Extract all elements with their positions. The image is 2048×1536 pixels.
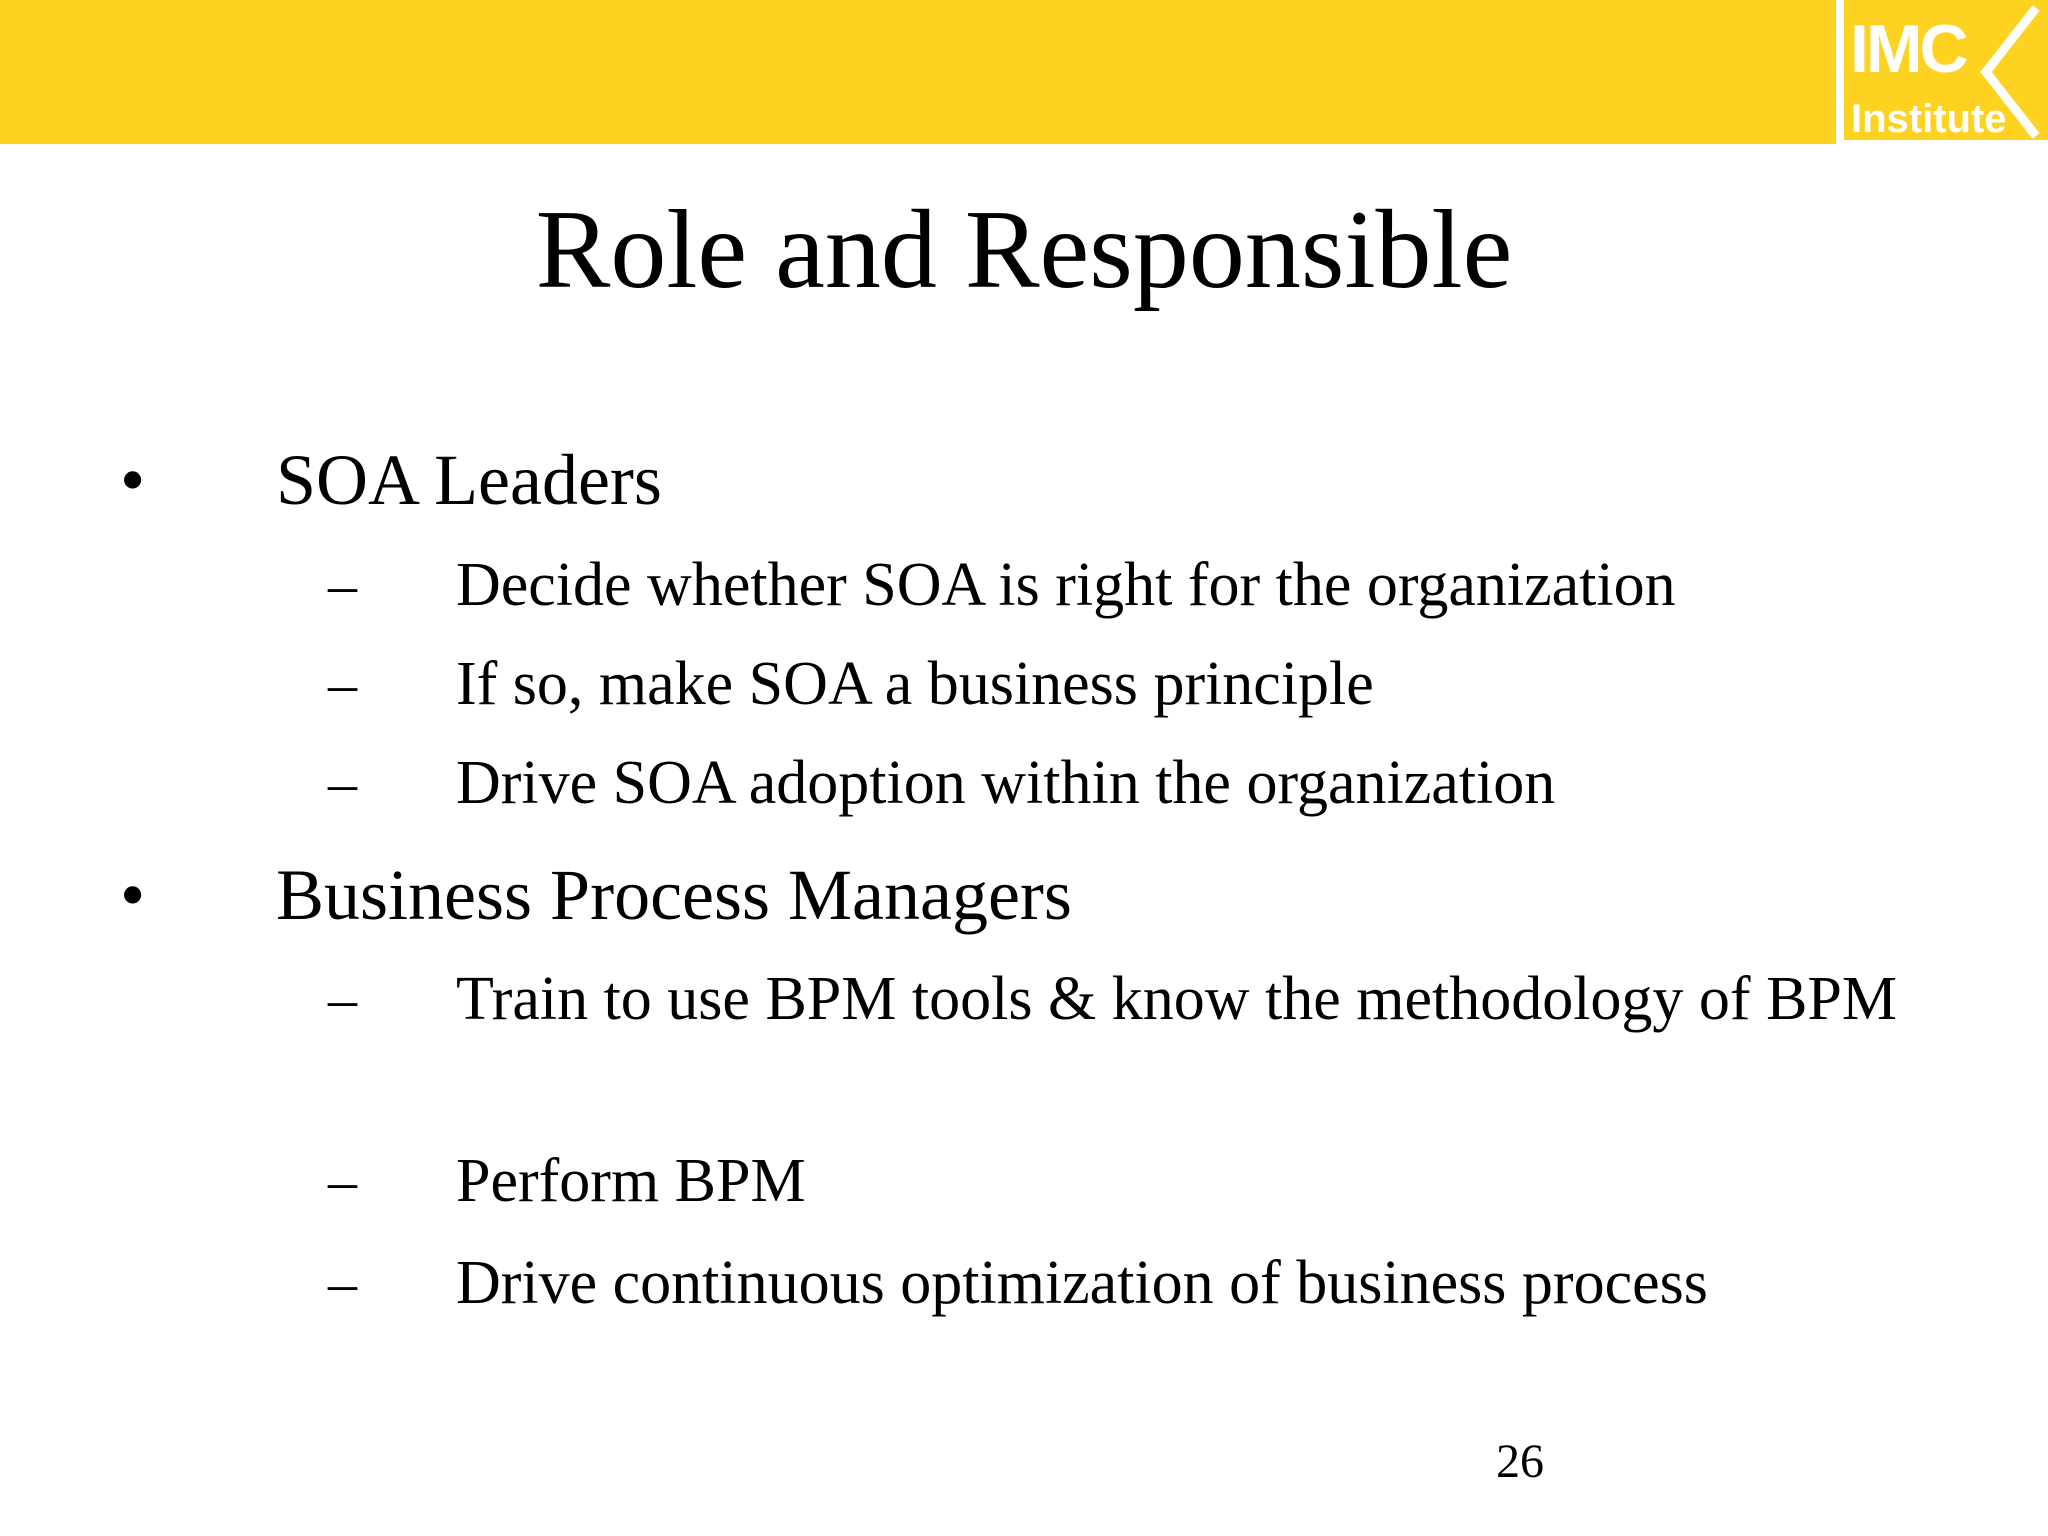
sub-item: If so, make SOA a business principle: [456, 650, 1374, 718]
bullet-heading-business-process-managers: Business Process Managers: [276, 855, 1072, 935]
slide-title: Role and Responsible: [535, 188, 1513, 312]
sub-item: Drive continuous optimization of business process: [456, 1249, 1708, 1317]
bullet-marker: •: [120, 440, 146, 520]
dash-marker: –: [328, 966, 357, 1031]
sub-item: Decide whether SOA is right for the organization: [456, 551, 1676, 619]
dash-marker: –: [328, 1250, 357, 1315]
dash-marker: –: [328, 552, 357, 617]
sub-item: Drive SOA adoption within the organization: [456, 749, 1556, 817]
page-number: 26: [1496, 1435, 1544, 1488]
dash-marker: –: [328, 651, 357, 716]
dash-marker: –: [328, 750, 357, 815]
bullet-marker: •: [120, 855, 146, 935]
svg-text:IMC: IMC: [1850, 11, 1966, 87]
svg-text:Institute: Institute: [1851, 97, 2007, 141]
sub-item: Perform BPM: [456, 1147, 806, 1215]
sub-item: Train to use BPM tools & know the methodology of BPM: [456, 965, 1898, 1033]
dash-marker: –: [328, 1148, 357, 1213]
bullet-heading-soa-leaders: SOA Leaders: [276, 440, 662, 520]
